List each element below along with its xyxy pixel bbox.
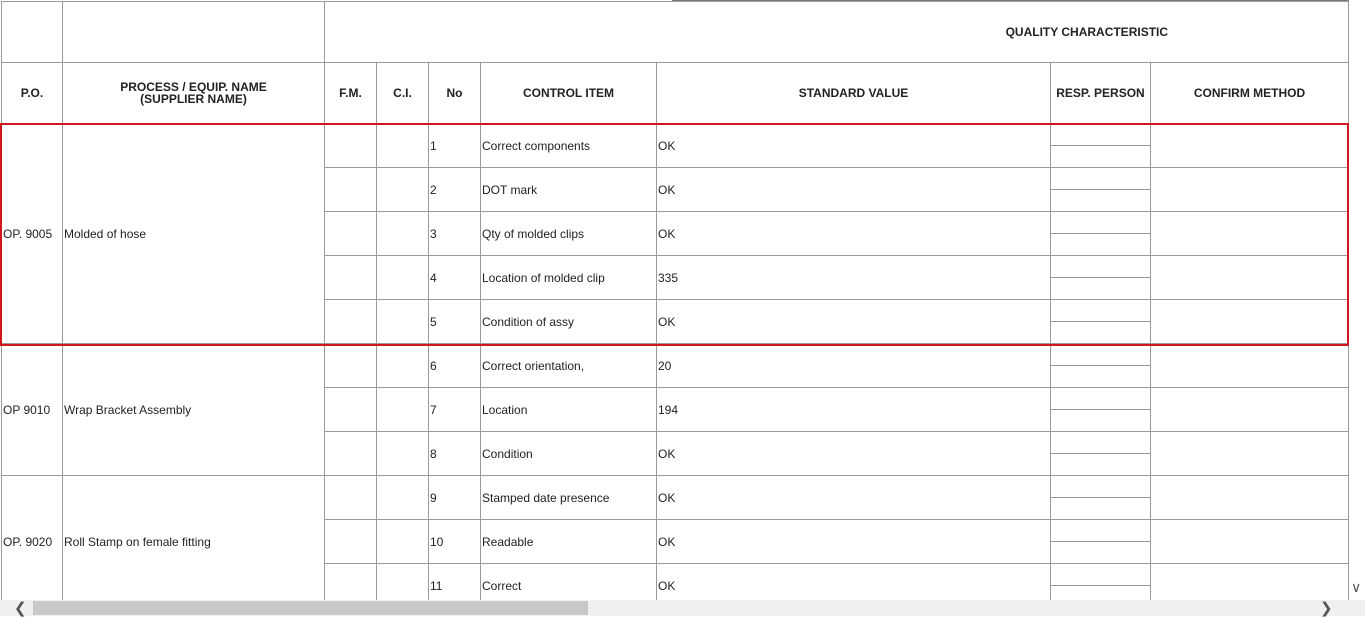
- horizontal-scroll-thumb[interactable]: [33, 601, 588, 615]
- resp-person-cell[interactable]: [1051, 124, 1151, 168]
- process-name-cell[interactable]: Roll Stamp on female fitting: [63, 476, 325, 601]
- ci-cell[interactable]: [377, 300, 429, 344]
- confirm-method-cell[interactable]: [1151, 432, 1349, 476]
- confirm-method-cell[interactable]: [1151, 564, 1349, 601]
- standard-value-cell[interactable]: OK: [657, 432, 1051, 476]
- control-item-cell[interactable]: Qty of molded clips: [481, 212, 657, 256]
- quality-characteristic-header: QUALITY CHARACTERISTIC: [325, 2, 1349, 63]
- ci-cell[interactable]: [377, 124, 429, 168]
- resp-person-cell[interactable]: [1051, 432, 1151, 476]
- fm-cell[interactable]: [325, 256, 377, 300]
- resp-person-cell[interactable]: [1051, 300, 1151, 344]
- resp-person-cell[interactable]: [1051, 344, 1151, 388]
- no-header: No: [429, 63, 481, 124]
- control-item-cell[interactable]: Location of molded clip: [481, 256, 657, 300]
- fm-cell[interactable]: [325, 168, 377, 212]
- standard-value-cell[interactable]: OK: [657, 168, 1051, 212]
- ci-cell[interactable]: [377, 256, 429, 300]
- resp-person-cell[interactable]: [1051, 212, 1151, 256]
- resp-person-cell[interactable]: [1051, 476, 1151, 520]
- ci-cell[interactable]: [377, 432, 429, 476]
- resp-person-header: RESP. PERSON: [1051, 63, 1151, 124]
- fm-cell[interactable]: [325, 564, 377, 601]
- standard-value-cell[interactable]: OK: [657, 124, 1051, 168]
- fm-cell[interactable]: [325, 388, 377, 432]
- confirm-method-cell[interactable]: [1151, 520, 1349, 564]
- confirm-method-cell[interactable]: [1151, 256, 1349, 300]
- table-row: [2, 124, 1349, 168]
- no-cell[interactable]: 2: [429, 168, 481, 212]
- control-item-cell[interactable]: Condition: [481, 432, 657, 476]
- control-plan-table: [1, 1, 1349, 600]
- control-item-cell[interactable]: Stamped date presence: [481, 476, 657, 520]
- ci-cell[interactable]: [377, 564, 429, 601]
- resp-person-cell[interactable]: [1051, 388, 1151, 432]
- process-name-cell[interactable]: Wrap Bracket Assembly: [63, 344, 325, 476]
- po-cell[interactable]: OP. 9020: [2, 476, 63, 601]
- ci-cell[interactable]: [377, 212, 429, 256]
- confirm-method-cell[interactable]: [1151, 476, 1349, 520]
- process-name-cell[interactable]: Molded of hose: [63, 124, 325, 344]
- no-cell[interactable]: 9: [429, 476, 481, 520]
- control-item-cell[interactable]: Correct: [481, 564, 657, 601]
- standard-value-cell[interactable]: 20: [657, 344, 1051, 388]
- standard-value-cell[interactable]: 194: [657, 388, 1051, 432]
- blank-cell: [63, 2, 325, 63]
- confirm-method-cell[interactable]: [1151, 300, 1349, 344]
- fm-cell[interactable]: [325, 520, 377, 564]
- resp-person-cell[interactable]: [1051, 256, 1151, 300]
- ci-cell[interactable]: [377, 168, 429, 212]
- no-cell[interactable]: 11: [429, 564, 481, 601]
- fm-cell[interactable]: [325, 344, 377, 388]
- fm-header: F.M.: [325, 63, 377, 124]
- no-cell[interactable]: 7: [429, 388, 481, 432]
- ci-cell[interactable]: [377, 388, 429, 432]
- control-item-cell[interactable]: Readable: [481, 520, 657, 564]
- no-cell[interactable]: 6: [429, 344, 481, 388]
- confirm-method-cell[interactable]: [1151, 344, 1349, 388]
- no-cell[interactable]: 4: [429, 256, 481, 300]
- standard-value-cell[interactable]: OK: [657, 476, 1051, 520]
- table-row: [2, 344, 1349, 388]
- ci-cell[interactable]: [377, 344, 429, 388]
- chevron-right-icon[interactable]: ❯: [1320, 600, 1333, 617]
- no-cell[interactable]: 1: [429, 124, 481, 168]
- column-header-row: [2, 63, 1349, 124]
- vertical-scrollbar[interactable]: [1349, 0, 1365, 600]
- resp-person-cell[interactable]: [1051, 564, 1151, 601]
- po-cell[interactable]: OP. 9005: [2, 124, 63, 344]
- chevron-left-icon[interactable]: ❮: [14, 600, 27, 617]
- process-header: [63, 63, 325, 124]
- po-header: P.O.: [2, 63, 63, 124]
- blank-cell: [2, 2, 63, 63]
- standard-value-cell[interactable]: OK: [657, 212, 1051, 256]
- ci-header: C.I.: [377, 63, 429, 124]
- confirm-method-cell[interactable]: [1151, 388, 1349, 432]
- control-item-header: CONTROL ITEM: [481, 63, 657, 124]
- process-header-line2: (SUPPLIER NAME): [140, 92, 247, 106]
- standard-value-cell[interactable]: 335: [657, 256, 1051, 300]
- chevron-down-icon[interactable]: ∨: [1351, 579, 1362, 595]
- control-item-cell[interactable]: DOT mark: [481, 168, 657, 212]
- confirm-method-cell[interactable]: [1151, 124, 1349, 168]
- fm-cell[interactable]: [325, 300, 377, 344]
- no-cell[interactable]: 5: [429, 300, 481, 344]
- standard-value-cell[interactable]: OK: [657, 300, 1051, 344]
- fm-cell[interactable]: [325, 212, 377, 256]
- no-cell[interactable]: 8: [429, 432, 481, 476]
- fm-cell[interactable]: [325, 432, 377, 476]
- resp-person-cell[interactable]: [1051, 168, 1151, 212]
- fm-cell[interactable]: [325, 476, 377, 520]
- horizontal-scrollbar[interactable]: [0, 600, 1365, 616]
- standard-value-cell[interactable]: OK: [657, 520, 1051, 564]
- group-header-row: [2, 2, 1349, 63]
- confirm-method-cell[interactable]: [1151, 168, 1349, 212]
- confirm-method-cell[interactable]: [1151, 212, 1349, 256]
- fm-cell[interactable]: [325, 124, 377, 168]
- no-cell[interactable]: 10: [429, 520, 481, 564]
- standard-value-cell[interactable]: OK: [657, 564, 1051, 601]
- process-header-line1: PROCESS / EQUIP. NAME: [120, 80, 267, 94]
- no-cell[interactable]: 3: [429, 212, 481, 256]
- ci-cell[interactable]: [377, 476, 429, 520]
- ci-cell[interactable]: [377, 520, 429, 564]
- table-row: [2, 476, 1349, 520]
- control-item-cell[interactable]: Location: [481, 388, 657, 432]
- resp-person-cell[interactable]: [1051, 520, 1151, 564]
- po-cell[interactable]: OP 9010: [2, 344, 63, 476]
- confirm-method-header: CONFIRM METHOD: [1151, 63, 1349, 124]
- control-item-cell[interactable]: Condition of assy: [481, 300, 657, 344]
- control-item-cell[interactable]: Correct components: [481, 124, 657, 168]
- standard-value-header: STANDARD VALUE: [657, 63, 1051, 124]
- control-item-cell[interactable]: Correct orientation,: [481, 344, 657, 388]
